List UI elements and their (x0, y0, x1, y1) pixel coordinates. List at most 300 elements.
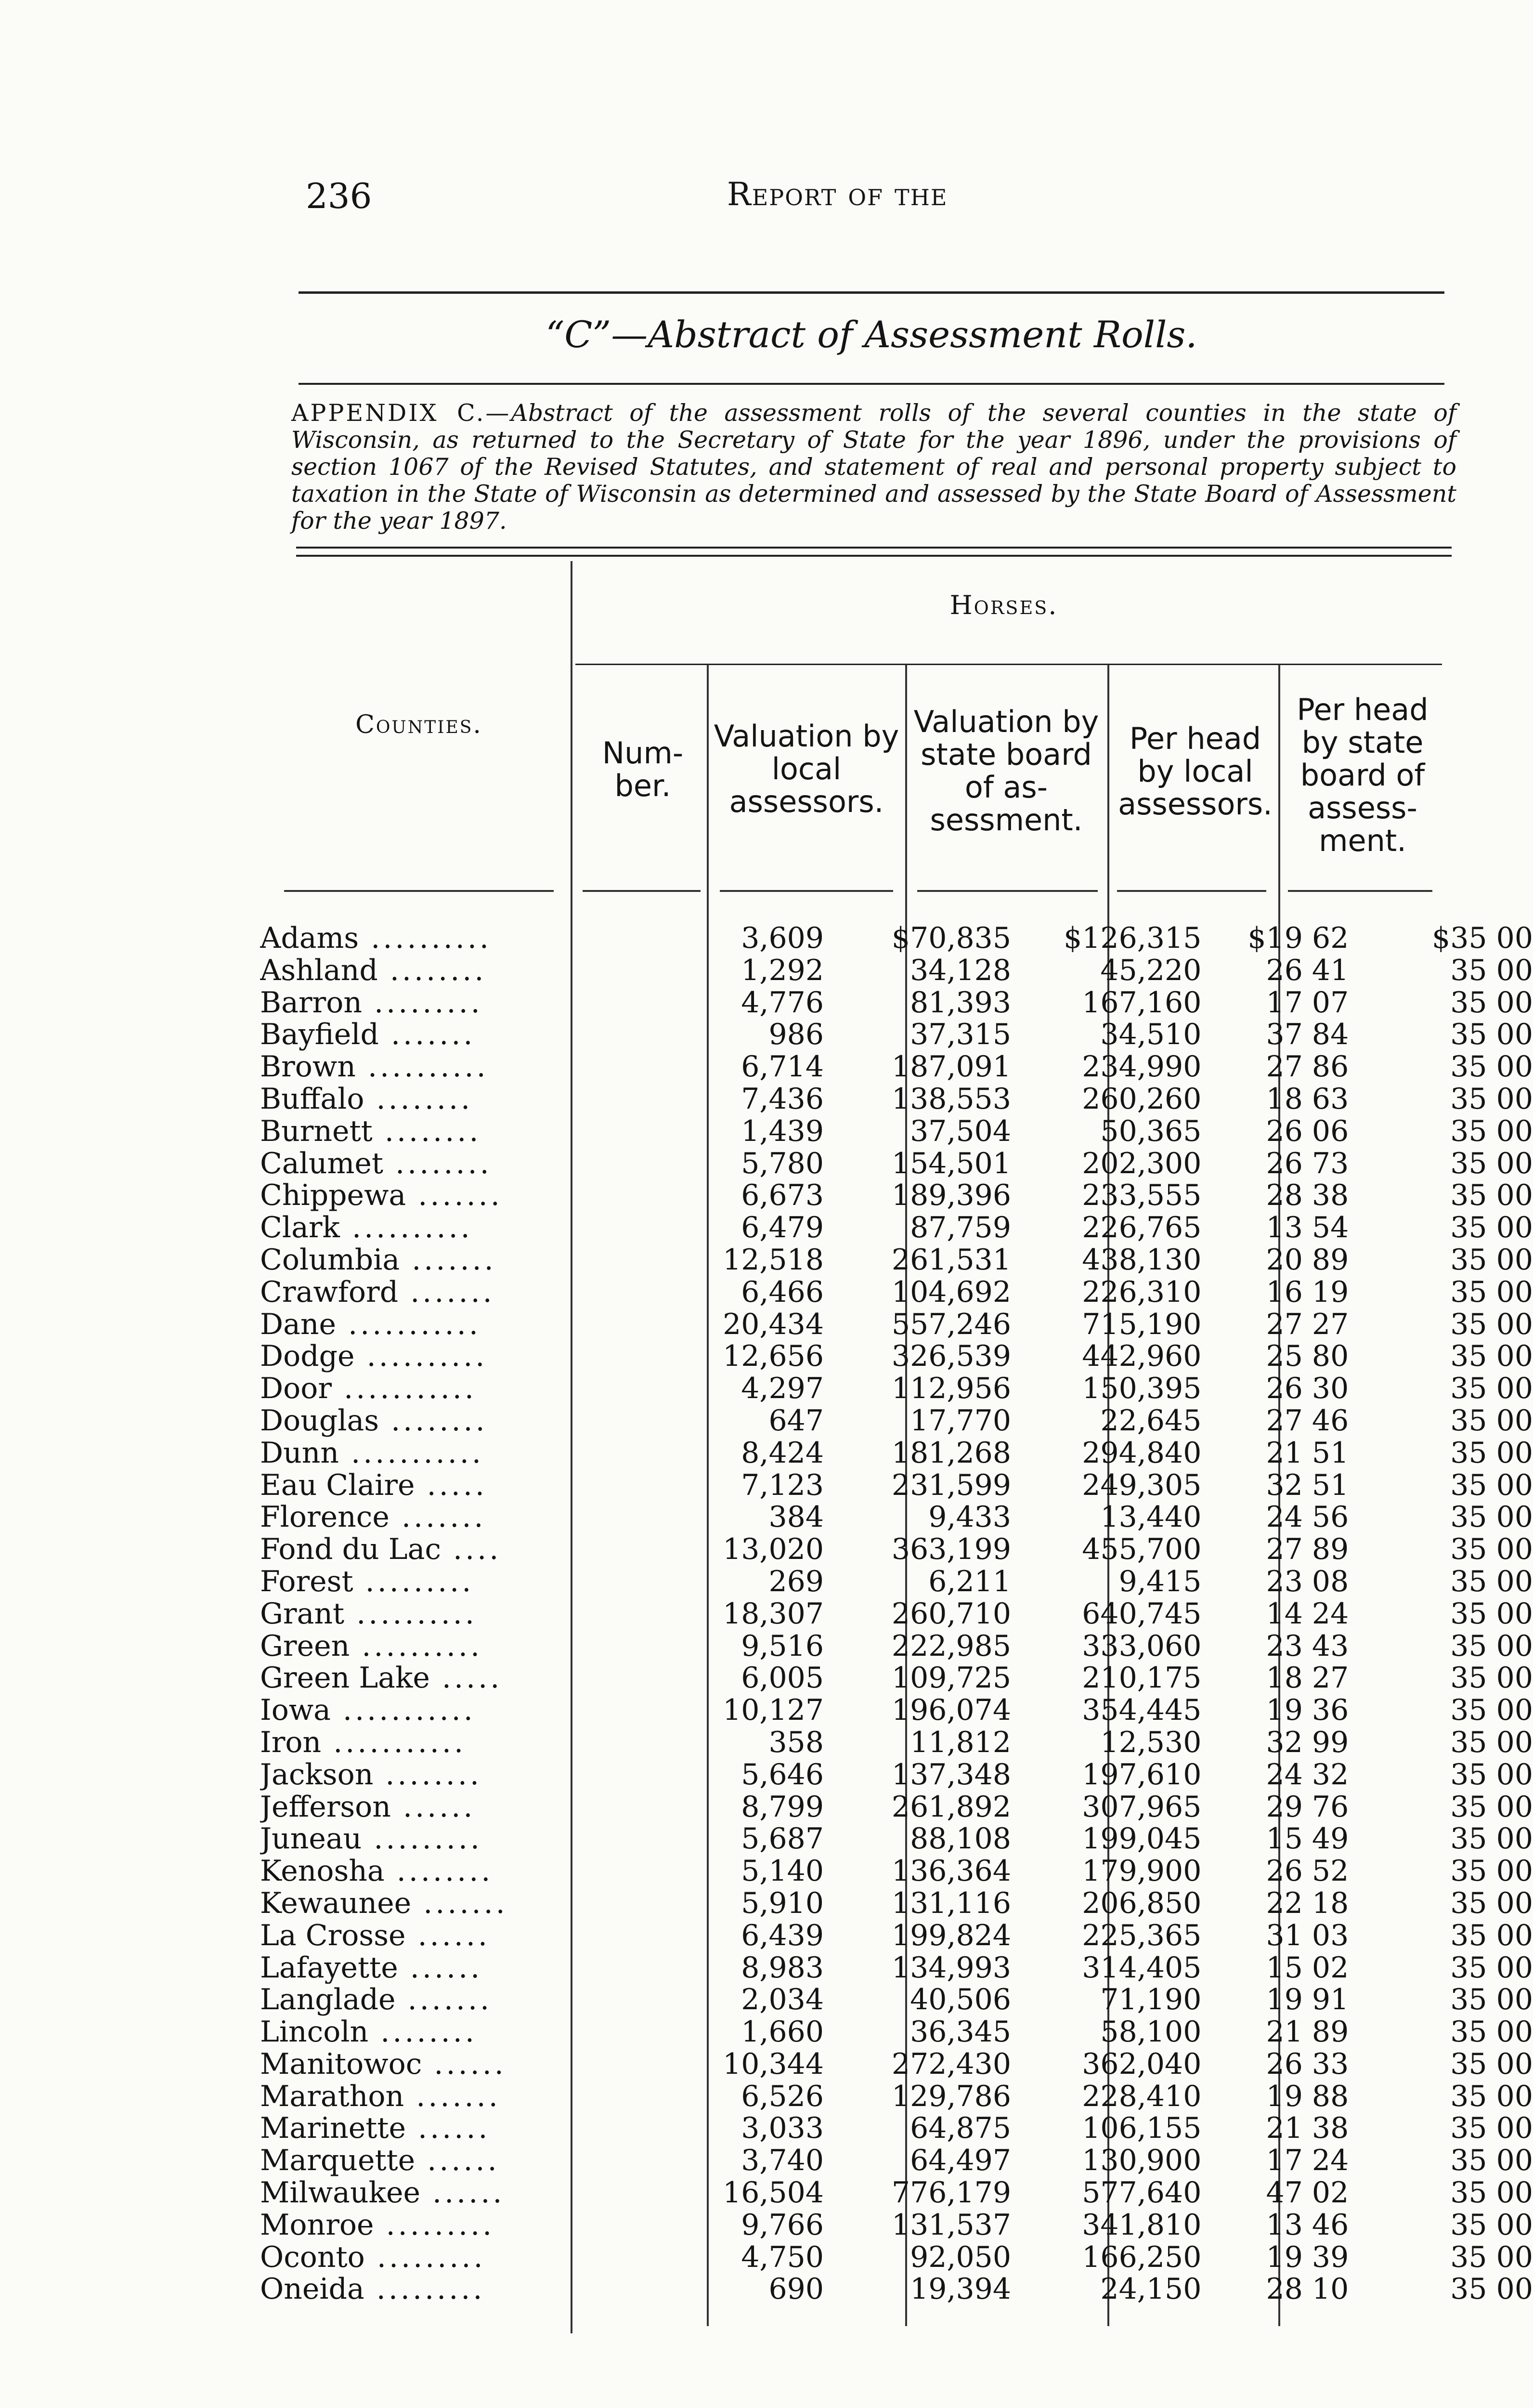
horse-count: 13,020 (723, 1533, 824, 1566)
leader-dots: ...... (415, 2145, 500, 2177)
leader-dots: ...... (422, 2048, 507, 2081)
local-valuation: 196,074 (891, 1694, 1012, 1727)
county-name (260, 1533, 557, 1566)
per-head-local: 23 43 (1266, 1630, 1349, 1662)
county-name (260, 1984, 557, 2016)
per-head-local: 37 84 (1266, 1019, 1349, 1051)
per-head-local: 32 99 (1266, 1726, 1349, 1759)
county-label: Bayfield (260, 1019, 379, 1051)
per-head-local: 15 49 (1266, 1823, 1349, 1856)
per-head-local: 16 19 (1266, 1276, 1349, 1309)
per-head-local: 29 76 (1266, 1791, 1349, 1823)
per-head-local: 26 73 (1266, 1147, 1349, 1180)
county-label: Florence (260, 1501, 390, 1534)
county-name (260, 2048, 557, 2081)
local-valuation: 199,824 (891, 1919, 1012, 1952)
leader-dots: ...... (390, 1791, 476, 1823)
county-name (260, 2273, 557, 2305)
county-label: Iron (260, 1726, 322, 1759)
per-head-local: 25 80 (1266, 1340, 1349, 1373)
state-valuation: 228,410 (1082, 2080, 1202, 2113)
per-head-state: 35 00 (1450, 1212, 1533, 1244)
horse-count: 2,034 (741, 1984, 824, 2016)
state-valuation: 354,445 (1082, 1694, 1202, 1727)
header-underline (917, 890, 1098, 892)
table-row (260, 1469, 1533, 1502)
horse-count: 5,780 (741, 1147, 824, 1180)
assessment-table (260, 922, 1533, 2305)
state-valuation: 12,530 (1100, 1726, 1202, 1759)
state-valuation: 199,045 (1082, 1823, 1202, 1856)
county-label: Fond du Lac (260, 1533, 441, 1566)
per-head-state: 35 00 (1450, 1855, 1533, 1887)
per-head-local: 27 27 (1266, 1308, 1349, 1341)
state-valuation: 362,040 (1082, 2048, 1202, 2081)
per-head-local: 17 07 (1266, 986, 1349, 1019)
county-name (260, 1920, 557, 1952)
county-name (260, 1501, 557, 1533)
horse-count: 6,466 (741, 1276, 824, 1309)
table-row (260, 1019, 1533, 1051)
table-row (260, 1566, 1533, 1598)
county-name (260, 2241, 557, 2274)
state-valuation: 715,190 (1082, 1308, 1202, 1341)
county-name (260, 1115, 557, 1148)
local-valuation: 64,497 (910, 2145, 1012, 2177)
horse-count: 16,504 (723, 2177, 824, 2209)
double-rule-top (296, 547, 1452, 549)
leader-dots: ...... (405, 1919, 491, 1952)
leader-dots: ........ (368, 2016, 477, 2048)
state-valuation: 225,365 (1082, 1919, 1202, 1952)
leader-dots: ...... (405, 2112, 491, 2145)
table-row (260, 1309, 1533, 1341)
leader-dots: ....... (398, 1276, 495, 1309)
horse-count: 8,799 (741, 1791, 824, 1823)
table-row (260, 1212, 1533, 1244)
county-label: La Crosse (260, 1919, 406, 1952)
per-head-local: 21 51 (1266, 1437, 1349, 1469)
horse-count: 6,673 (741, 1179, 824, 1212)
per-head-state: 35 00 (1450, 1051, 1533, 1083)
table-row (260, 2081, 1533, 2113)
per-head-local: 28 10 (1266, 2273, 1349, 2306)
per-head-local: 26 52 (1266, 1855, 1349, 1887)
state-valuation: 341,810 (1082, 2209, 1202, 2241)
per-head-state: 35 00 (1450, 1340, 1533, 1373)
county-label: Crawford (260, 1276, 399, 1309)
leader-dots: ...... (398, 1951, 483, 1984)
per-head-state-column-header: Per head by state board of assess-ment. (1297, 692, 1429, 858)
county-name (260, 1405, 557, 1437)
local-valuation: 17,770 (910, 1404, 1012, 1437)
county-label: Kewaunee (260, 1887, 412, 1920)
county-name (260, 1083, 557, 1115)
county-name (260, 1855, 557, 1887)
per-head-state: 35 00 (1450, 1083, 1533, 1115)
leader-dots: .......... (339, 1212, 473, 1244)
local-valuation: 81,393 (910, 986, 1012, 1019)
per-head-state: 35 00 (1450, 1115, 1533, 1148)
local-valuation: 776,179 (891, 2177, 1012, 2209)
per-head-local: 26 30 (1266, 1373, 1349, 1405)
county-label: Marquette (260, 2145, 416, 2177)
per-head-state: 35 00 (1450, 1147, 1533, 1180)
local-valuation: 136,364 (891, 1855, 1012, 1887)
table-row (260, 1920, 1533, 1952)
table-row (260, 922, 1533, 955)
per-head-local: $19 62 (1247, 922, 1349, 955)
leader-dots: ........ (364, 1083, 473, 1115)
county-name (260, 2209, 557, 2241)
leader-dots: ........ (383, 1147, 492, 1180)
horse-count: 6,439 (741, 1919, 824, 1952)
state-valuation: 179,900 (1082, 1855, 1202, 1887)
county-label: Ashland (260, 954, 378, 987)
leader-dots: ........... (321, 1726, 467, 1759)
county-name (260, 1791, 557, 1823)
local-valuation: 37,504 (910, 1115, 1012, 1148)
county-name (260, 1952, 557, 1984)
state-valuation: 9,415 (1118, 1565, 1202, 1598)
table-row (260, 1598, 1533, 1630)
horse-count: 12,656 (723, 1340, 824, 1373)
county-label: Lincoln (260, 2016, 369, 2048)
state-valuation: 260,260 (1082, 1083, 1202, 1115)
local-valuation: 6,211 (928, 1565, 1012, 1598)
per-head-state: 35 00 (1450, 954, 1533, 987)
county-name (260, 1887, 557, 1920)
local-valuation: 104,692 (891, 1276, 1012, 1309)
table-row (260, 2145, 1533, 2177)
per-head-state: 35 00 (1450, 2016, 1533, 2048)
county-name (260, 1340, 557, 1373)
leader-dots: .......... (355, 1051, 489, 1083)
leader-dots: ..... (415, 1469, 487, 1502)
leader-dots: ........ (379, 1404, 488, 1437)
number-column-header: Num-ber. (602, 735, 684, 803)
local-valuation: 326,539 (891, 1340, 1012, 1373)
horse-count: 5,687 (741, 1823, 824, 1856)
local-valuation: 88,108 (910, 1823, 1012, 1856)
local-valuation: 260,710 (891, 1597, 1012, 1630)
horse-count: 12,518 (723, 1243, 824, 1276)
table-row (260, 1115, 1533, 1148)
table-row (260, 1791, 1533, 1823)
state-valuation: 150,395 (1082, 1373, 1202, 1405)
local-valuation: 40,506 (910, 1984, 1012, 2016)
table-row (260, 1179, 1533, 1212)
table-row (260, 1373, 1533, 1405)
leader-dots: ....... (406, 1179, 503, 1212)
table-row (260, 2241, 1533, 2274)
table-row (260, 1759, 1533, 1791)
county-name (260, 1276, 557, 1309)
county-name (260, 1148, 557, 1180)
county-name (260, 922, 557, 955)
county-name (260, 2081, 557, 2113)
table-row (260, 2273, 1533, 2305)
state-valuation: $126,315 (1064, 922, 1202, 955)
county-label: Iowa (260, 1694, 331, 1727)
table-row (260, 1051, 1533, 1083)
county-name (260, 1694, 557, 1727)
per-head-local: 19 88 (1266, 2080, 1349, 2113)
county-name (260, 1309, 557, 1341)
horse-count: 6,526 (741, 2080, 824, 2113)
per-head-state: 35 00 (1450, 1951, 1533, 1984)
table-row (260, 1630, 1533, 1662)
local-valuation: 36,345 (910, 2016, 1012, 2048)
county-name (260, 2016, 557, 2048)
per-head-local: 19 39 (1266, 2241, 1349, 2274)
per-head-state: 35 00 (1450, 2145, 1533, 2177)
table-row (260, 1855, 1533, 1887)
table-row (260, 1276, 1533, 1309)
leader-dots: ........... (332, 1373, 477, 1405)
table-row (260, 1083, 1533, 1115)
per-head-local: 27 46 (1266, 1404, 1349, 1437)
state-valuation: 24,150 (1100, 2273, 1202, 2306)
horse-count: 9,516 (741, 1630, 824, 1662)
county-label: Douglas (260, 1404, 379, 1437)
county-name (260, 955, 557, 987)
local-valuation: 363,199 (891, 1533, 1012, 1566)
per-head-state: 35 00 (1450, 1919, 1533, 1952)
leader-dots: ..... (429, 1662, 503, 1695)
local-valuation: 272,430 (891, 2048, 1012, 2081)
state-valuation: 294,840 (1082, 1437, 1202, 1469)
county-name (260, 1373, 557, 1405)
per-head-state: 35 00 (1450, 2080, 1533, 2113)
county-label: Eau Claire (260, 1469, 415, 1502)
state-valuation: 50,365 (1100, 1115, 1202, 1148)
county-label: Juneau (260, 1823, 362, 1856)
per-head-local: 13 54 (1266, 1212, 1349, 1244)
horse-count: 4,297 (741, 1373, 824, 1405)
state-valuation: 166,250 (1082, 2241, 1202, 2274)
county-name (260, 1759, 557, 1791)
horse-count: 6,714 (741, 1051, 824, 1083)
per-head-state: 35 00 (1450, 1469, 1533, 1502)
per-head-state: 35 00 (1450, 2048, 1533, 2081)
per-head-state: 35 00 (1450, 1276, 1533, 1309)
county-label: Oconto (260, 2241, 365, 2274)
horse-count: 5,910 (741, 1887, 824, 1920)
table-row (260, 2048, 1533, 2081)
per-head-local: 18 27 (1266, 1662, 1349, 1695)
per-head-state: 35 00 (1450, 1726, 1533, 1759)
per-head-state: 35 00 (1450, 1308, 1533, 1341)
county-label: Calumet (260, 1147, 384, 1180)
state-valuation: 226,765 (1082, 1212, 1202, 1244)
per-head-state: 35 00 (1450, 1373, 1533, 1405)
per-head-state: 35 00 (1450, 1179, 1533, 1212)
state-valuation: 34,510 (1100, 1019, 1202, 1051)
per-head-local: 32 51 (1266, 1469, 1349, 1502)
state-valuation: 233,555 (1082, 1179, 1202, 1212)
state-valuation: 307,965 (1082, 1791, 1202, 1823)
per-head-local: 24 32 (1266, 1758, 1349, 1791)
header-underline (1288, 890, 1432, 892)
county-label: Brown (260, 1051, 356, 1083)
county-label: Marinette (260, 2112, 406, 2145)
per-head-local: 21 89 (1266, 2016, 1349, 2048)
per-head-state: 35 00 (1450, 1791, 1533, 1823)
horse-count: 9,766 (741, 2209, 824, 2241)
horse-count: 10,344 (723, 2048, 824, 2081)
table-row (260, 1823, 1533, 1855)
table-row (260, 1694, 1533, 1727)
local-valuation: 137,348 (891, 1758, 1012, 1791)
per-head-state: 35 00 (1450, 2177, 1533, 2209)
state-valuation-column-header: Valuation by state board of as-sessment. (913, 704, 1099, 838)
leader-dots: ....... (395, 1984, 493, 2016)
state-valuation: 210,175 (1082, 1662, 1202, 1695)
local-valuation: 109,725 (891, 1662, 1012, 1695)
county-name (260, 1566, 557, 1598)
per-head-state: 35 00 (1450, 1437, 1533, 1469)
appendix-label: APPENDIX C.— (291, 399, 511, 427)
per-head-local: 23 08 (1266, 1565, 1349, 1598)
per-head-state: 35 00 (1450, 1533, 1533, 1566)
leader-dots: ......... (353, 1565, 474, 1598)
leader-dots: ....... (389, 1501, 486, 1534)
per-head-local: 26 41 (1266, 954, 1349, 987)
table-row (260, 955, 1533, 987)
county-name (260, 2177, 557, 2209)
per-head-local: 28 38 (1266, 1179, 1349, 1212)
top-rule (299, 291, 1444, 294)
state-valuation: 442,960 (1082, 1340, 1202, 1373)
county-name (260, 1727, 557, 1759)
local-valuation-column-header: Valuation by local assessors. (714, 719, 899, 819)
county-name (260, 1019, 557, 1051)
horse-count: 3,740 (741, 2145, 824, 2177)
per-head-state: 35 00 (1450, 2112, 1533, 2145)
leader-dots: .......... (344, 1597, 477, 1630)
county-label: Jefferson (260, 1791, 391, 1823)
county-label: Green (260, 1630, 350, 1662)
page-number: 236 (306, 176, 372, 216)
table-row (260, 1244, 1533, 1276)
leader-dots: ....... (378, 1019, 476, 1051)
county-label: Lafayette (260, 1951, 398, 1984)
county-name (260, 1244, 557, 1276)
table-row (260, 2016, 1533, 2048)
state-valuation: 577,640 (1082, 2177, 1202, 2209)
county-label: Burnett (260, 1115, 373, 1148)
leader-dots: ........ (373, 1758, 482, 1791)
leader-dots: ........ (384, 1855, 494, 1887)
leader-dots: .......... (354, 1340, 488, 1373)
county-name (260, 1469, 557, 1502)
leader-dots: ......... (364, 2273, 485, 2306)
local-valuation: 131,537 (891, 2209, 1012, 2241)
county-name (260, 1212, 557, 1244)
county-name (260, 1437, 557, 1469)
local-valuation: 261,892 (891, 1791, 1012, 1823)
header-underline (720, 890, 893, 892)
table-row (260, 1405, 1533, 1437)
county-label: Jackson (260, 1758, 374, 1791)
county-label: Milwaukee (260, 2177, 420, 2209)
leader-dots: ....... (400, 1243, 496, 1276)
header-underline (583, 890, 701, 892)
local-valuation: 222,985 (891, 1630, 1012, 1662)
section-title: “C”—Abstract of Assessment Rolls. (546, 313, 1197, 356)
table-row (260, 1340, 1533, 1373)
county-name (260, 1662, 557, 1694)
header-underline (1117, 890, 1266, 892)
assessment-table-body (260, 922, 1533, 2305)
table-row (260, 1148, 1533, 1180)
leader-dots: ...... (420, 2177, 505, 2209)
leader-dots: ....... (411, 1887, 508, 1920)
local-valuation: 187,091 (891, 1051, 1012, 1083)
county-label: Columbia (260, 1243, 400, 1276)
horse-count: 1,292 (741, 954, 824, 987)
horse-count: 20,434 (723, 1308, 824, 1341)
leader-dots: ........ (372, 1115, 481, 1148)
leader-dots: ......... (364, 2241, 486, 2274)
per-head-local: 14 24 (1266, 1597, 1349, 1630)
table-row (260, 1501, 1533, 1533)
per-head-local: 19 36 (1266, 1694, 1349, 1727)
county-name (260, 1630, 557, 1662)
county-name (260, 987, 557, 1019)
leader-dots: ......... (362, 1823, 482, 1856)
county-label: Dane (260, 1308, 337, 1341)
local-valuation: 134,993 (891, 1951, 1012, 1984)
state-valuation: 438,130 (1082, 1243, 1202, 1276)
horse-count: 8,983 (741, 1951, 824, 1984)
per-head-local: 15 02 (1266, 1951, 1349, 1984)
local-valuation: 129,786 (891, 2080, 1012, 2113)
horse-count: 384 (768, 1501, 824, 1534)
horse-count: 6,005 (741, 1662, 824, 1695)
local-valuation: 138,553 (891, 1083, 1012, 1115)
state-valuation: 640,745 (1082, 1597, 1202, 1630)
state-valuation: 226,310 (1082, 1276, 1202, 1309)
county-name (260, 1823, 557, 1855)
per-head-local: 18 63 (1266, 1083, 1349, 1115)
county-name (260, 1179, 557, 1212)
per-head-state: 35 00 (1450, 1630, 1533, 1662)
leader-dots: ........ (377, 954, 487, 987)
local-valuation: 181,268 (891, 1437, 1012, 1469)
state-valuation: 249,305 (1082, 1469, 1202, 1502)
horse-count: 10,127 (723, 1694, 824, 1727)
leader-dots: .... (441, 1533, 502, 1566)
state-valuation: 13,440 (1100, 1501, 1202, 1534)
per-head-state: 35 00 (1450, 1597, 1533, 1630)
table-row (260, 1533, 1533, 1566)
state-valuation: 167,160 (1082, 986, 1202, 1019)
horse-count: 269 (768, 1565, 824, 1598)
county-label: Monroe (260, 2209, 374, 2241)
per-head-state: 35 00 (1450, 1501, 1533, 1534)
county-name (260, 2112, 557, 2145)
local-valuation: 261,531 (891, 1243, 1012, 1276)
state-valuation: 130,900 (1082, 2145, 1202, 2177)
state-valuation: 45,220 (1100, 954, 1202, 987)
county-label: Door (260, 1373, 332, 1405)
horse-count: 3,033 (741, 2112, 824, 2145)
state-valuation: 71,190 (1100, 1984, 1202, 2016)
per-head-local-column-header: Per head by local assessors. (1118, 721, 1273, 822)
appendix-intro (291, 400, 1456, 535)
